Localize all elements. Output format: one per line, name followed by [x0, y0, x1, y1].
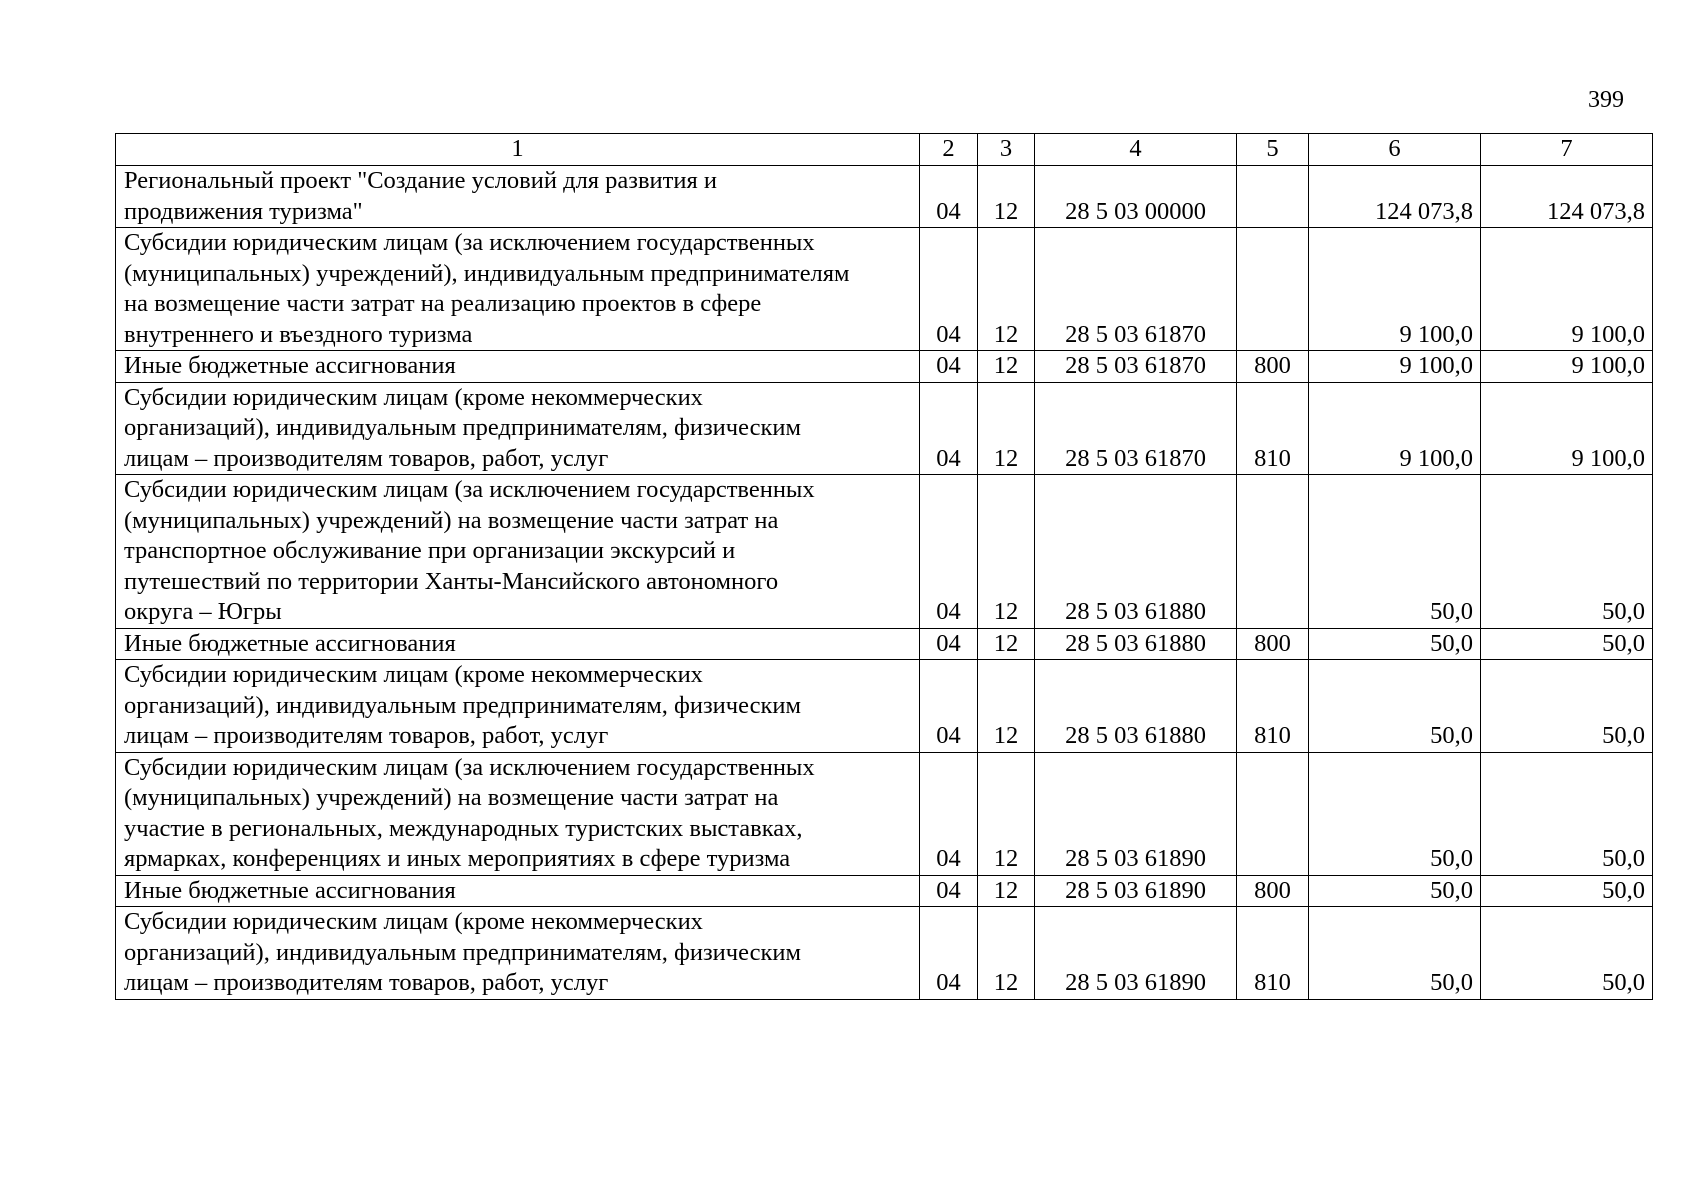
row-name: Региональный проект "Создание условий для развития и продвижения туризма"	[116, 166, 920, 228]
row-section: 04	[920, 752, 978, 875]
row-expense-type	[1237, 228, 1309, 351]
table-row	[116, 752, 1653, 875]
row-target-article: 28 5 03 61870	[1035, 228, 1237, 351]
row-amount-6: 50,0	[1309, 752, 1481, 875]
row-expense-type: 810	[1237, 907, 1309, 1000]
row-amount-6: 50,0	[1309, 475, 1481, 629]
row-amount-7: 124 073,8	[1481, 166, 1653, 228]
row-name: Иные бюджетные ассигнования	[116, 351, 920, 383]
row-target-article: 28 5 03 61870	[1035, 351, 1237, 383]
row-amount-7: 50,0	[1481, 660, 1653, 753]
row-name: Иные бюджетные ассигнования	[116, 875, 920, 907]
row-expense-type: 810	[1237, 382, 1309, 475]
row-target-article: 28 5 03 61890	[1035, 752, 1237, 875]
row-amount-6: 50,0	[1309, 628, 1481, 660]
row-name: Субсидии юридическим лицам (за исключением государственных (муниципальных) учреждений), индивидуальным предпринимателям на возмещение части затрат на реализацию проектов в сфере внутреннего и въездного туризма	[116, 228, 920, 351]
row-subsection: 12	[978, 907, 1035, 1000]
row-subsection: 12	[978, 475, 1035, 629]
column-header-5: 5	[1237, 134, 1309, 166]
row-amount-7: 50,0	[1481, 752, 1653, 875]
row-name: Субсидии юридическим лицам (кроме некоммерческих организаций), индивидуальным предпринимателям, физическим лицам – производителям товаров, работ, услуг	[116, 660, 920, 753]
row-amount-7: 50,0	[1481, 875, 1653, 907]
row-section: 04	[920, 875, 978, 907]
row-target-article: 28 5 03 61880	[1035, 660, 1237, 753]
row-amount-7: 9 100,0	[1481, 228, 1653, 351]
table-row	[116, 875, 1653, 907]
column-header-3: 3	[978, 134, 1035, 166]
row-amount-6: 124 073,8	[1309, 166, 1481, 228]
row-amount-6: 50,0	[1309, 907, 1481, 1000]
row-section: 04	[920, 351, 978, 383]
row-section: 04	[920, 382, 978, 475]
table-row	[116, 660, 1653, 753]
row-section: 04	[920, 628, 978, 660]
row-amount-7: 9 100,0	[1481, 382, 1653, 475]
row-expense-type: 800	[1237, 351, 1309, 383]
row-subsection: 12	[978, 382, 1035, 475]
table-row	[116, 228, 1653, 351]
row-subsection: 12	[978, 628, 1035, 660]
table-row	[116, 628, 1653, 660]
table-row	[116, 907, 1653, 1000]
column-header-2: 2	[920, 134, 978, 166]
row-name: Субсидии юридическим лицам (за исключением государственных (муниципальных) учреждений) на возмещение части затрат на участие в региональных, международных туристских выставках, ярмарках, конференциях и иных мероприятиях в сфере туризма	[116, 752, 920, 875]
page-number: 399	[1588, 87, 1624, 113]
row-section: 04	[920, 907, 978, 1000]
row-target-article: 28 5 03 61890	[1035, 875, 1237, 907]
row-name: Субсидии юридическим лицам (за исключением государственных (муниципальных) учреждений) на возмещение части затрат на транспортное обслуживание при организации экскурсий и путешествий по территории Ханты-Мансийского автономного округа – Югры	[116, 475, 920, 629]
row-name: Субсидии юридическим лицам (кроме некоммерческих организаций), индивидуальным предпринимателям, физическим лицам – производителям товаров, работ, услуг	[116, 907, 920, 1000]
row-target-article: 28 5 03 61870	[1035, 382, 1237, 475]
row-amount-7: 9 100,0	[1481, 351, 1653, 383]
row-section: 04	[920, 660, 978, 753]
row-amount-7: 50,0	[1481, 907, 1653, 1000]
row-expense-type: 800	[1237, 875, 1309, 907]
row-section: 04	[920, 166, 978, 228]
table-row	[116, 475, 1653, 629]
row-target-article: 28 5 03 00000	[1035, 166, 1237, 228]
row-name: Субсидии юридическим лицам (кроме некоммерческих организаций), индивидуальным предпринимателям, физическим лицам – производителям товаров, работ, услуг	[116, 382, 920, 475]
row-name: Иные бюджетные ассигнования	[116, 628, 920, 660]
column-header-4: 4	[1035, 134, 1237, 166]
row-amount-7: 50,0	[1481, 628, 1653, 660]
row-amount-6: 50,0	[1309, 875, 1481, 907]
row-expense-type	[1237, 475, 1309, 629]
row-subsection: 12	[978, 752, 1035, 875]
row-subsection: 12	[978, 228, 1035, 351]
row-expense-type: 800	[1237, 628, 1309, 660]
row-subsection: 12	[978, 875, 1035, 907]
row-subsection: 12	[978, 166, 1035, 228]
row-expense-type	[1237, 752, 1309, 875]
row-section: 04	[920, 228, 978, 351]
row-amount-6: 9 100,0	[1309, 382, 1481, 475]
row-subsection: 12	[978, 660, 1035, 753]
table-row	[116, 351, 1653, 383]
row-amount-6: 9 100,0	[1309, 228, 1481, 351]
column-header-6: 6	[1309, 134, 1481, 166]
table-row	[116, 166, 1653, 228]
column-header-7: 7	[1481, 134, 1653, 166]
row-target-article: 28 5 03 61880	[1035, 628, 1237, 660]
row-amount-6: 50,0	[1309, 660, 1481, 753]
row-target-article: 28 5 03 61890	[1035, 907, 1237, 1000]
table-body	[116, 166, 1653, 1000]
table-row	[116, 382, 1653, 475]
row-subsection: 12	[978, 351, 1035, 383]
row-amount-6: 9 100,0	[1309, 351, 1481, 383]
table-header-row	[116, 134, 1653, 166]
row-section: 04	[920, 475, 978, 629]
budget-table	[115, 133, 1653, 1000]
row-expense-type	[1237, 166, 1309, 228]
row-target-article: 28 5 03 61880	[1035, 475, 1237, 629]
row-amount-7: 50,0	[1481, 475, 1653, 629]
column-header-1: 1	[116, 134, 920, 166]
row-expense-type: 810	[1237, 660, 1309, 753]
